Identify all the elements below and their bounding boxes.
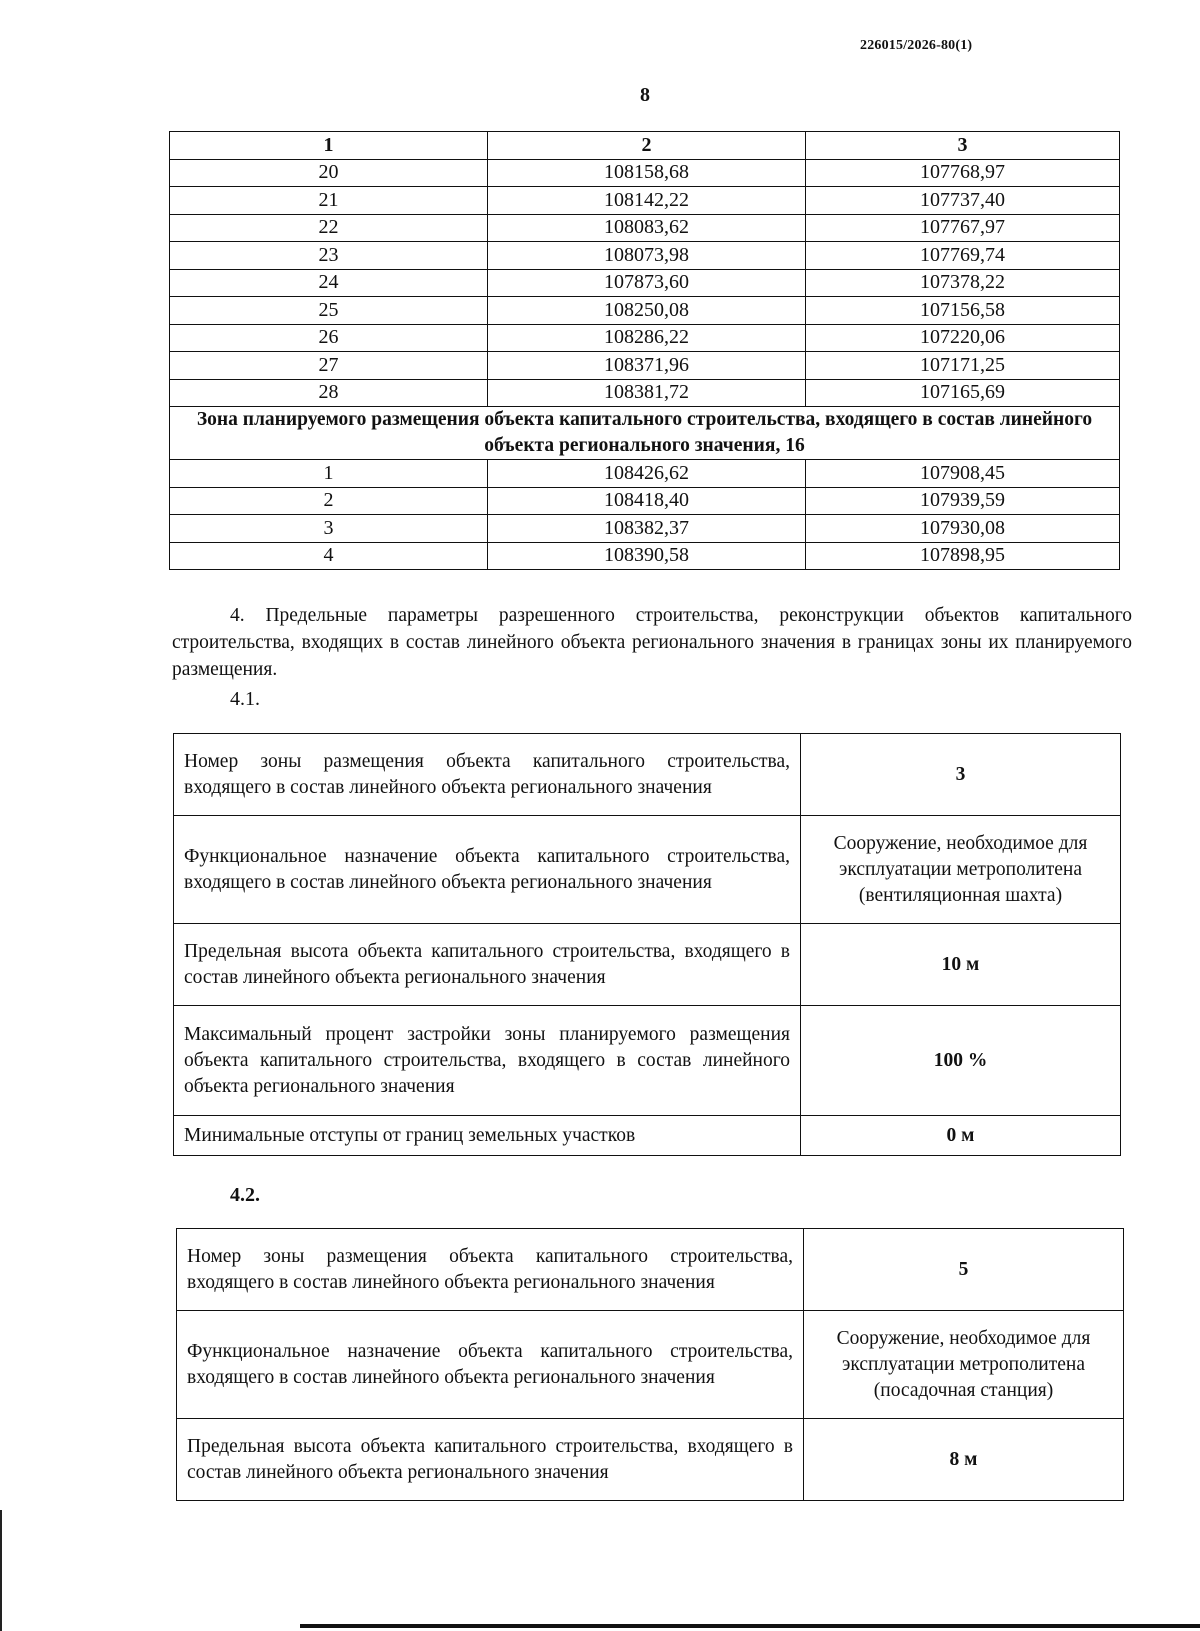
point-number: 25 bbox=[170, 297, 488, 325]
param-value: 100 % bbox=[801, 1006, 1121, 1116]
table-row bbox=[170, 379, 1120, 407]
param-label: Номер зоны размещения объекта капитального строительства, входящего в состав линейного объекта регионального значения bbox=[174, 734, 801, 816]
zone-title-row bbox=[170, 407, 1120, 460]
param-label: Функциональное назначение объекта капитального строительства, входящего в состав линейного объекта регионального значения bbox=[177, 1311, 804, 1419]
table-header-row bbox=[170, 132, 1120, 160]
table-row bbox=[174, 924, 1121, 1006]
coord-x: 108382,37 bbox=[488, 515, 806, 543]
column-header: 1 bbox=[170, 132, 488, 160]
point-number: 23 bbox=[170, 242, 488, 270]
section-4-paragraph bbox=[172, 602, 1132, 683]
coord-x: 108418,40 bbox=[488, 487, 806, 515]
table-row bbox=[174, 1006, 1121, 1116]
table-row bbox=[170, 242, 1120, 270]
coord-y: 107737,40 bbox=[806, 187, 1120, 215]
coord-y: 107220,06 bbox=[806, 324, 1120, 352]
coord-y: 107769,74 bbox=[806, 242, 1120, 270]
coord-y: 107930,08 bbox=[806, 515, 1120, 543]
point-number: 28 bbox=[170, 379, 488, 407]
param-value: 5 bbox=[804, 1229, 1124, 1311]
coord-x: 108158,68 bbox=[488, 159, 806, 187]
coord-y: 107908,45 bbox=[806, 460, 1120, 488]
coord-x: 108083,62 bbox=[488, 214, 806, 242]
point-number: 20 bbox=[170, 159, 488, 187]
table-row bbox=[177, 1229, 1124, 1311]
param-label: Предельная высота объекта капитального строительства, входящего в состав линейного объекта регионального значения bbox=[177, 1419, 804, 1501]
table-row bbox=[174, 816, 1121, 924]
coord-y: 107156,58 bbox=[806, 297, 1120, 325]
point-number: 22 bbox=[170, 214, 488, 242]
coord-x: 108142,22 bbox=[488, 187, 806, 215]
table-row bbox=[177, 1419, 1124, 1501]
table-row bbox=[170, 542, 1120, 570]
param-label: Максимальный процент застройки зоны планируемого размещения объекта капитального строительства, входящего в состав линейного объекта регионального значения bbox=[174, 1006, 801, 1116]
point-number: 2 bbox=[170, 487, 488, 515]
coord-x: 108250,08 bbox=[488, 297, 806, 325]
table-row bbox=[170, 159, 1120, 187]
page-number: 8 bbox=[640, 84, 650, 106]
section-4-text: 4. Предельные параметры разрешенного строительства, реконструкции объектов капитального строительства, входящих в состав линейного объекта регионального значения в границах зоны их планируемого размещения. bbox=[172, 605, 1132, 680]
table-row bbox=[170, 515, 1120, 543]
subsection-label: 4.1. bbox=[230, 688, 260, 710]
coord-x: 108073,98 bbox=[488, 242, 806, 270]
param-value: 10 м bbox=[801, 924, 1121, 1006]
param-value: Сооружение, необходимое для эксплуатации метрополитена (посадочная станция) bbox=[804, 1311, 1124, 1419]
coord-y: 107767,97 bbox=[806, 214, 1120, 242]
param-label: Функциональное назначение объекта капитального строительства, входящего в состав линейного объекта регионального значения bbox=[174, 816, 801, 924]
table-row bbox=[170, 487, 1120, 515]
table-row bbox=[170, 214, 1120, 242]
scan-bottom-line bbox=[300, 1624, 1200, 1628]
param-label: Минимальные отступы от границ земельных участков bbox=[174, 1116, 801, 1156]
coordinates-table bbox=[169, 131, 1120, 570]
point-number: 24 bbox=[170, 269, 488, 297]
param-value: Сооружение, необходимое для эксплуатации метрополитена (вентиляционная шахта) bbox=[801, 816, 1121, 924]
document-number: 226015/2026-80(1) bbox=[860, 38, 973, 53]
table-row bbox=[170, 324, 1120, 352]
param-value: 3 bbox=[801, 734, 1121, 816]
table-row bbox=[170, 460, 1120, 488]
coord-y: 107378,22 bbox=[806, 269, 1120, 297]
table-row bbox=[170, 269, 1120, 297]
table-row bbox=[174, 1116, 1121, 1156]
coord-x: 108426,62 bbox=[488, 460, 806, 488]
point-number: 26 bbox=[170, 324, 488, 352]
table-row bbox=[170, 187, 1120, 215]
scan-edge-mark bbox=[0, 1510, 2, 1631]
coord-y: 107898,95 bbox=[806, 542, 1120, 570]
coord-y: 107939,59 bbox=[806, 487, 1120, 515]
param-value: 8 м bbox=[804, 1419, 1124, 1501]
point-number: 27 bbox=[170, 352, 488, 380]
point-number: 21 bbox=[170, 187, 488, 215]
params-table-4-2 bbox=[176, 1228, 1124, 1501]
coord-y: 107171,25 bbox=[806, 352, 1120, 380]
coord-x: 108371,96 bbox=[488, 352, 806, 380]
table-row bbox=[170, 297, 1120, 325]
zone-title: Зона планируемого размещения объекта капитального строительства, входящего в состав линейного объекта регионального значения, 16 bbox=[170, 407, 1120, 460]
coord-y: 107768,97 bbox=[806, 159, 1120, 187]
column-header: 3 bbox=[806, 132, 1120, 160]
param-value: 0 м bbox=[801, 1116, 1121, 1156]
point-number: 3 bbox=[170, 515, 488, 543]
subsection-label: 4.2. bbox=[230, 1184, 260, 1206]
coord-x: 108286,22 bbox=[488, 324, 806, 352]
param-label: Предельная высота объекта капитального строительства, входящего в состав линейного объекта регионального значения bbox=[174, 924, 801, 1006]
coord-x: 108390,58 bbox=[488, 542, 806, 570]
coord-x: 107873,60 bbox=[488, 269, 806, 297]
table-row bbox=[177, 1311, 1124, 1419]
point-number: 4 bbox=[170, 542, 488, 570]
params-table-4-1 bbox=[173, 733, 1121, 1156]
coord-y: 107165,69 bbox=[806, 379, 1120, 407]
column-header: 2 bbox=[488, 132, 806, 160]
table-row bbox=[174, 734, 1121, 816]
table-row bbox=[170, 352, 1120, 380]
point-number: 1 bbox=[170, 460, 488, 488]
param-label: Номер зоны размещения объекта капитального строительства, входящего в состав линейного объекта регионального значения bbox=[177, 1229, 804, 1311]
coord-x: 108381,72 bbox=[488, 379, 806, 407]
